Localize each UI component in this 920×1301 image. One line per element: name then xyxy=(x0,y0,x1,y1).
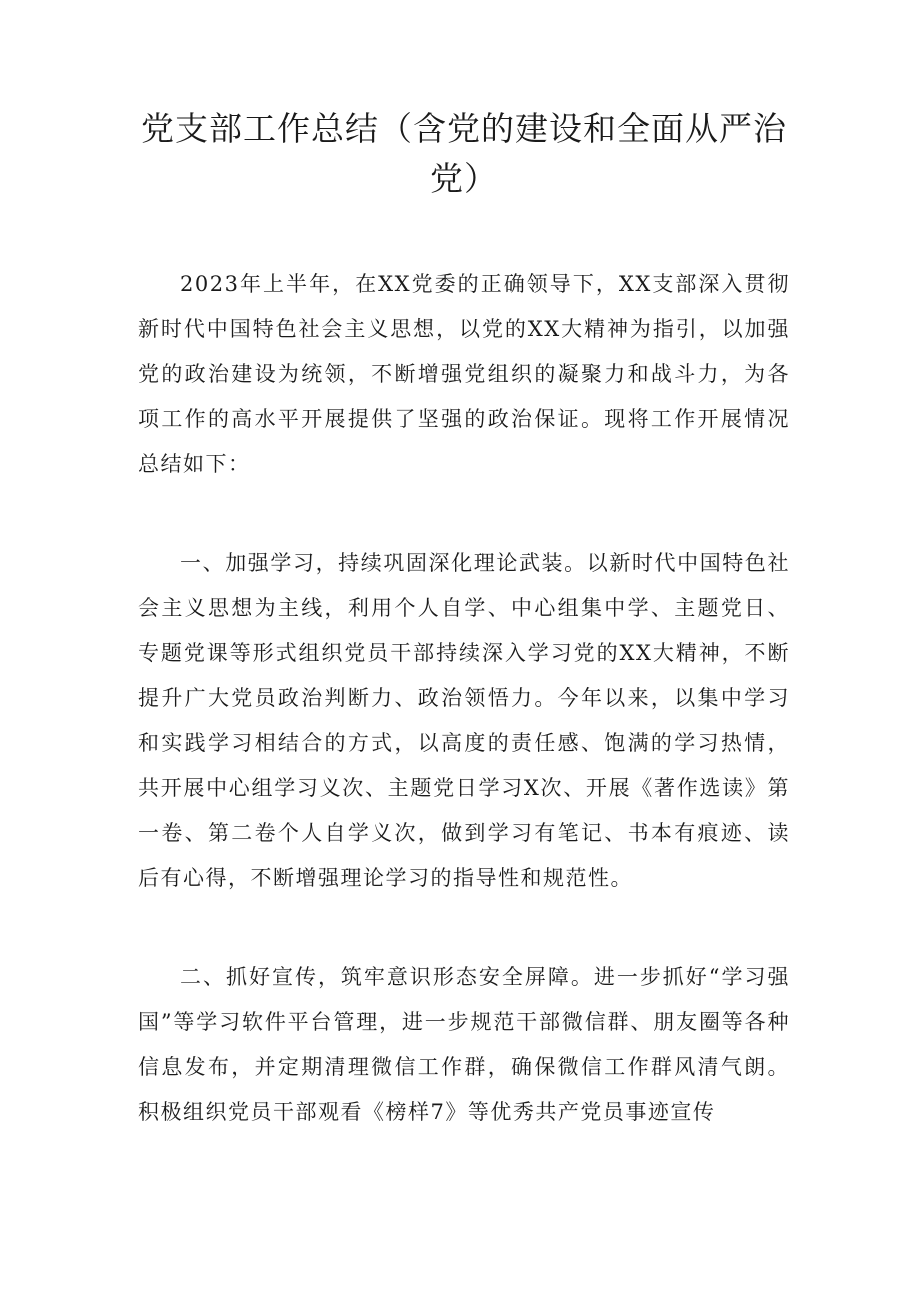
document-title: 党支部工作总结（含党的建设和全面从严治党） xyxy=(141,109,787,198)
paragraph-intro: 2023年上半年，在XX党委的正确领导下，XX支部深入贯彻新时代中国特色社会主义思想，以党的XX大精神为指引，以加强党的政治建设为统领，不断增强党组织的凝聚力和战斗力，为各项工作的高水平开展提供了坚强的政治保证。现将工作开展情况总结如下： xyxy=(138,272,790,476)
paragraph-section-1: 一、加强学习，持续巩固深化理论武装。以新时代中国特色社会主义思想为主线，利用个人自学、中心组集中学、主题党日、专题党课等形式组织党员干部持续深入学习党的XX大精神，不断提升广大党员政治判断力、政治领悟力。今年以来，以集中学习和实践学习相结合的方式，以高度的责任感、饱满的学习热情，共开展中心组学习义次、主题党日学习X次、开展《著作选读》第一卷、第二卷个人自学义次，做到学习有笔记、书本有痕迹、读后有心得，不断增强理论学习的指导性和规范性。 xyxy=(138,551,790,890)
document-body xyxy=(138,262,790,1135)
paragraph-section-2: 二、抓好宣传，筑牢意识形态安全屏障。进一步抓好“学习强国”等学习软件平台管理，进一步规范干部微信群、朋友圈等各种信息发布，并定期清理微信工作群，确保微信工作群风清气朗。积极组织党员干部观看《榜样7》等优秀共产党员事迹宣传 xyxy=(138,965,790,1124)
